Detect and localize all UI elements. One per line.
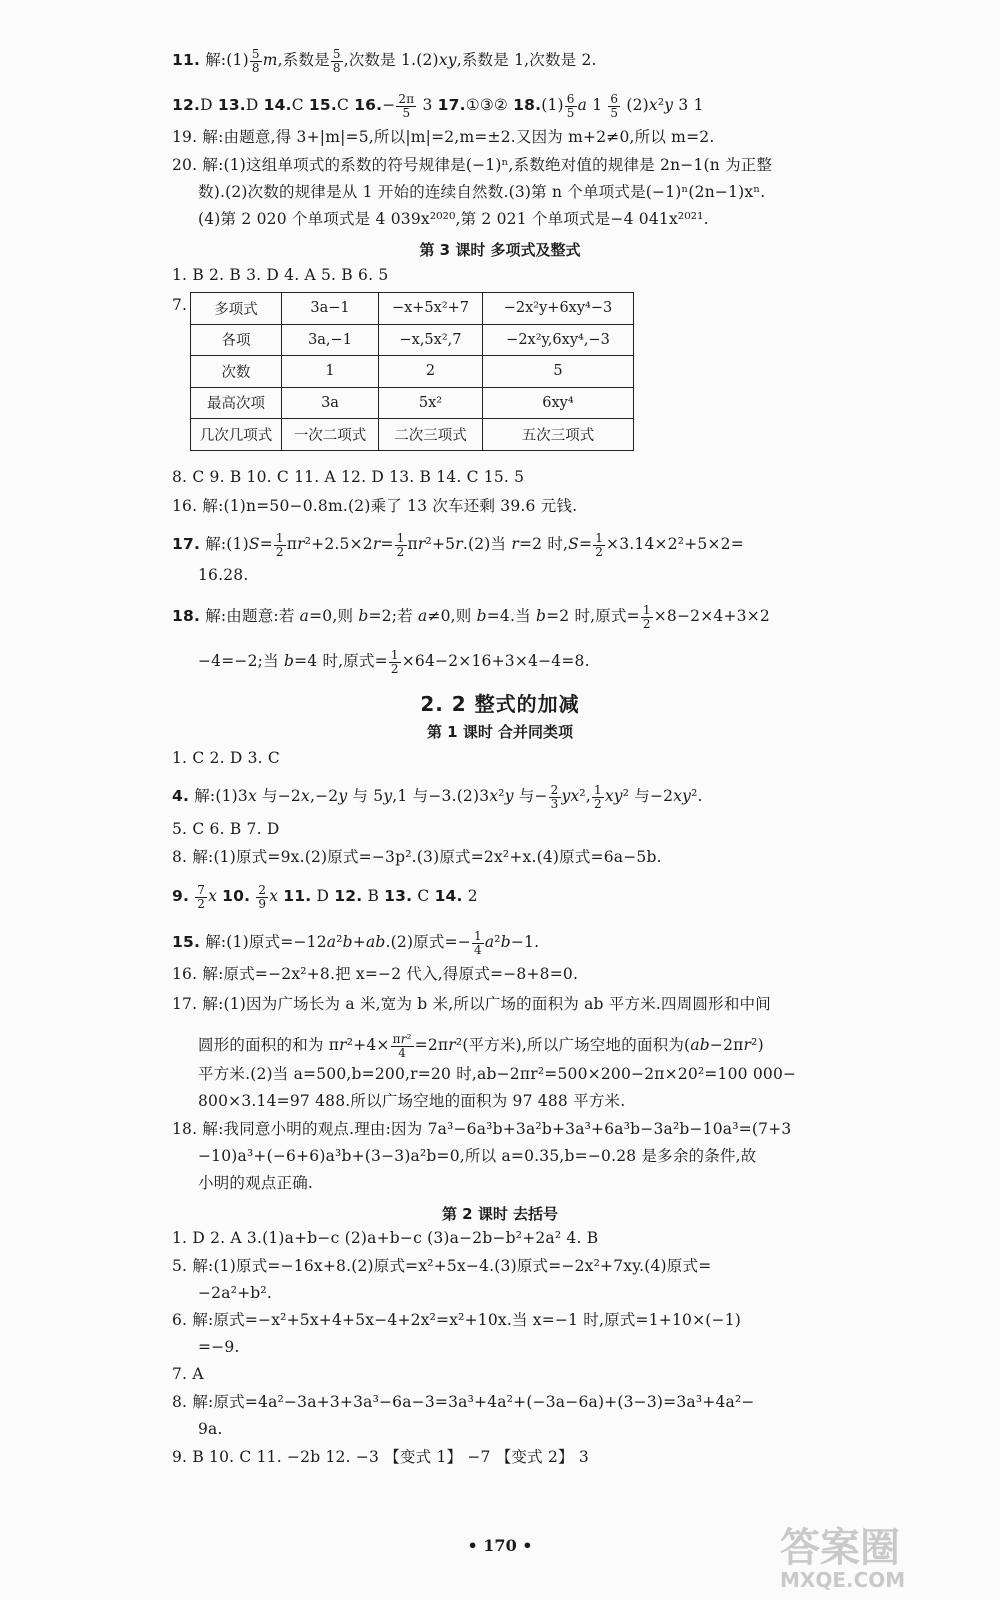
answer-m17-line3: 平方米.(2)当 a=500,b=200,r=20 时,ab−2πr²=500×200−2π×20²=100 000− xyxy=(198,1065,797,1083)
chapter-heading-2-2: 2. 2 整式的加减 xyxy=(420,692,580,716)
answer-n8-line1: 8. 解:原式=4a²−3a+3+3a³−6a−3=3a³+4a²+(−3a−6a)+(3−3)=3a³+4a²− xyxy=(172,1393,755,1411)
answer-m4: 4. 解:(1)3x 与−2x,−2y 与 5y,1 与−3.(2)3x²y 与− $\frac{2}{3}$ yx², $\frac{1}{2}$ xy² 与−2xy². xyxy=(172,783,703,811)
answers-n1-4: 1. D 2. A 3.(1)a+b−c (2)a+b−c (3)a−2b−b²+2a² 4. B xyxy=(172,1229,599,1247)
section-heading-lesson1: 第 1 课时 合并同类项 xyxy=(426,723,574,741)
table-cell: 6xy⁴ xyxy=(483,387,634,419)
answers-m5-7: 5. C 6. B 7. D xyxy=(172,820,280,838)
answer-19: 19. 解:由题意,得 3+|m|=5,所以|m|=2,m=±2.又因为 m+2≠0,所以 m=2. xyxy=(172,128,715,146)
section-heading-lesson2: 第 2 课时 去括号 xyxy=(441,1205,559,1223)
section-heading-lesson3: 第 3 课时 多项式及整式 xyxy=(419,241,581,259)
answer-16: 16. 解:(1)n=50−0.8m.(2)乘了 13 次车还剩 39.6 元钱. xyxy=(172,497,578,515)
watermark-logo-text: 答案圈 xyxy=(780,1525,900,1571)
table-cell: 一次二项式 xyxy=(282,419,379,451)
answers-8-15: 8. C 9. B 10. C 11. A 12. D 13. B 14. C 15. 5 xyxy=(172,468,525,486)
table-cell: 2 xyxy=(379,356,483,388)
answers-12-18: 12.D 13.D 14.C 15.C 16.− $\frac{2\pi}{5}$ 3 17.①③② 18.(1) $\frac{6}{5}$ a 1 $\frac{6}{5}$ (2)x²y 3 1 xyxy=(172,92,704,120)
table-row xyxy=(191,387,634,419)
table-cell: 3a,−1 xyxy=(282,324,379,356)
answer-n7: 7. A xyxy=(172,1365,204,1383)
answer-n8-line2: 9a. xyxy=(198,1420,223,1438)
answer-m17-line4: 800×3.14=97 488.所以广场空地的面积为 97 488 平方米. xyxy=(198,1092,626,1110)
answer-n5-line1: 5. 解:(1)原式=−16x+8.(2)原式=x²+5x−4.(3)原式=−2x²+7xy.(4)原式= xyxy=(172,1257,712,1275)
answer-m18-line2: −10)a³+(−6+6)a³b+(3−3)a²b=0,所以 a=0.35,b=−0.28 是多余的条件,故 xyxy=(198,1147,757,1165)
answer-m18-line1: 18. 解:我同意小明的观点.理由:因为 7a³−6a³b+3a²b+3a³+6a³b−3a²b−10a³=(7+3 xyxy=(172,1120,792,1138)
answers-n9-12: 9. B 10. C 11. −2b 12. −3 【变式 1】 −7 【变式 2】 3 xyxy=(172,1448,589,1466)
polynomial-table xyxy=(190,292,634,451)
answer-n6-line1: 6. 解:原式=−x²+5x+4+5x−4+2x²=x²+10x.当 x=−1 时,原式=1+10×(−1) xyxy=(172,1311,742,1329)
table-cell: 五次三项式 xyxy=(483,419,634,451)
table-cell: 5 xyxy=(483,356,634,388)
answer-17-line2: 16.28. xyxy=(198,566,249,584)
table-cell: −2x²y+6xy⁴−3 xyxy=(483,293,634,325)
watermark-logo xyxy=(780,1525,970,1594)
table-cell: 3a−1 xyxy=(282,293,379,325)
table-row xyxy=(191,324,634,356)
answer-7-label: 7. xyxy=(172,296,188,314)
table-cell: 最高次项 xyxy=(191,387,282,419)
table-cell: 1 xyxy=(282,356,379,388)
answers-1-6: 1. B 2. B 3. D 4. A 5. B 6. 5 xyxy=(172,266,389,284)
answer-18-line2: −4=−2;当 b=4 时,原式= $\frac{1}{2}$ ×64−2×16+3×4−4=8. xyxy=(198,648,590,676)
answer-m8: 8. 解:(1)原式=9x.(2)原式=−3p².(3)原式=2x²+x.(4)原式=6a−5b. xyxy=(172,848,662,866)
answer-n5-line2: −2a²+b². xyxy=(198,1284,272,1302)
table-row xyxy=(191,293,634,325)
answer-m16: 16. 解:原式=−2x²+8.把 x=−2 代入,得原式=−8+8=0. xyxy=(172,965,579,983)
answers-m1-3: 1. C 2. D 3. C xyxy=(172,749,280,767)
answer-20-line3: (4)第 2 020 个单项式是 4 039x²⁰²⁰,第 2 021 个单项式是−4 041x²⁰²¹. xyxy=(198,210,709,228)
page-number: • 170 • xyxy=(467,1536,533,1555)
table-cell: 几次几项式 xyxy=(191,419,282,451)
table-cell: 次数 xyxy=(191,356,282,388)
answer-m15: 15. 解:(1)原式=−12a²b+ab.(2)原式=− $\frac{1}{4}$ a²b−1. xyxy=(172,929,540,957)
table-cell: −x+5x²+7 xyxy=(379,293,483,325)
table-cell: 各项 xyxy=(191,324,282,356)
table-cell: 3a xyxy=(282,387,379,419)
answers-m9-14: 9. $\frac{7}{2}$ x 10. $\frac{2}{9}$ x 11. D 12. B 13. C 14. 2 xyxy=(172,883,478,911)
table-cell: 5x² xyxy=(379,387,483,419)
answer-17-line1: 17. 解:(1)S= $\frac{1}{2}$ πr²+2.5×2r= $\frac{1}{2}$ πr²+5r.(2)当 r=2 时,S= $\frac{1}{2}$ ×3.14×2²+5×2= xyxy=(172,531,744,559)
watermark-site-text: MXQE.COM xyxy=(780,1568,906,1592)
answer-n6-line2: =−9. xyxy=(198,1338,240,1356)
table-cell: −2x²y,6xy⁴,−3 xyxy=(483,324,634,356)
answer-18-line1: 18. 解:由题意:若 a=0,则 b=2;若 a≠0,则 b=4.当 b=2 时,原式= $\frac{1}{2}$ ×8−2×4+3×2 xyxy=(172,603,770,631)
answer-20-line1: 20. 解:(1)这组单项式的系数的符号规律是(−1)ⁿ,系数绝对值的规律是 2n−1(n 为正整 xyxy=(172,156,773,174)
answer-m17-line1: 17. 解:(1)因为广场长为 a 米,宽为 b 米,所以广场的面积为 ab 平方米.四周圆形和中间 xyxy=(172,995,771,1013)
answer-11: 11. 解:(1) $\frac{5}{8}$ m,系数是 $\frac{5}{8}$ ,次数是 1.(2)xy,系数是 1,次数是 2. xyxy=(172,47,597,75)
table-row xyxy=(191,356,634,388)
table-cell: 多项式 xyxy=(191,293,282,325)
table-row xyxy=(191,419,634,451)
table-cell: −x,5x²,7 xyxy=(379,324,483,356)
answer-m17-line2: 圆形的面积的和为 πr²+4× $\frac{\text{πr²}}{4}$ =2πr²(平方米),所以广场空地的面积为(ab−2πr²) xyxy=(198,1032,764,1060)
answer-m18-line3: 小明的观点正确. xyxy=(198,1174,314,1192)
table-cell: 二次三项式 xyxy=(379,419,483,451)
answer-20-line2: 数).(2)次数的规律是从 1 开始的连续自然数.(3)第 n 个单项式是(−1)ⁿ(2n−1)xⁿ. xyxy=(198,183,766,201)
